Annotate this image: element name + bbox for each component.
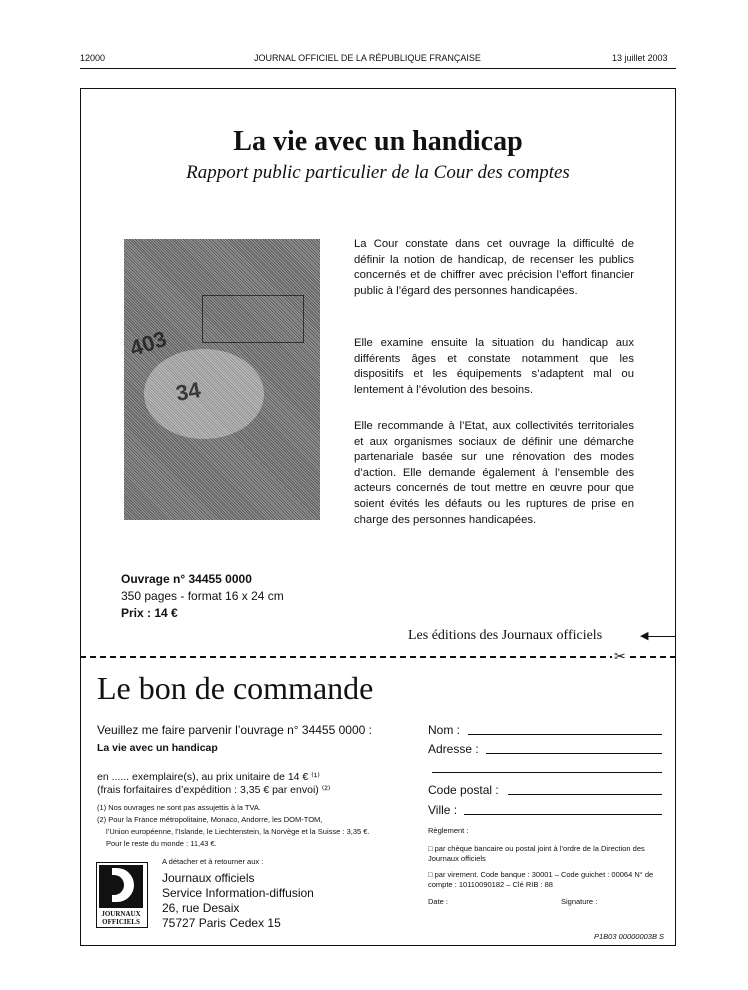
checkbox-icon[interactable]: □ <box>428 844 433 853</box>
publisher-name: Les éditions des Journaux officiels <box>408 628 603 643</box>
description-paragraph: La Cour constate dans cet ouvrage la difficulté de définir la notion de handicap, de recenser les publics concernés et de chiffrer avec précision l’effort financier public à l’égard des personnes handicapées. <box>354 238 634 297</box>
cover-box <box>202 295 304 343</box>
issue-date: 13 juillet 2003 <box>612 53 668 63</box>
address-field[interactable] <box>486 753 662 754</box>
order-book-title: La vie avec un handicap <box>97 742 218 754</box>
address-line: 75727 Paris Cedex 15 <box>162 916 281 930</box>
address-line: 26, rue Desaix <box>162 901 240 915</box>
footnote: Pour le reste du monde : 11,43 €. <box>106 839 217 848</box>
city-field[interactable] <box>464 814 662 815</box>
name-label: Nom : <box>428 723 461 737</box>
book-subtitle: Rapport public particulier de la Cour des comptes <box>186 162 570 183</box>
payment-transfer-label: par virement. Code banque : 30001 – Code guichet : 00064 N° de compte : 10110090182 – Clé RIB : 88 <box>428 870 654 889</box>
footnote: (2) Pour la France métropolitaine, Monaco, Andorre, les DOM-TOM, <box>97 815 323 824</box>
description-paragraph: Elle recommande à l’Etat, aux collectivités territoriales et aux organismes sociaux de définir une démarche partenariale basée sur une rénovation des modes d’action. Elle demande également à l’ensemble des acteurs concernés de tout mettre en œuvre pour que soient évités les défauts ou les ruptures de prise en charge des personnes handicapées. <box>354 420 634 526</box>
address-field-line-2[interactable] <box>432 772 662 773</box>
address-line: Journaux officiels <box>162 871 255 885</box>
book-cover-image <box>124 239 320 520</box>
product-reference: Ouvrage n° 34455 0000 <box>121 572 252 586</box>
postal-code-field[interactable] <box>508 794 662 795</box>
arrow-left-icon: ◀ <box>640 630 649 642</box>
shipping-line: (frais forfaitaires d’expédition : 3,35 € par envoi) ⁽²⁾ <box>97 784 331 796</box>
address-line: Service Information-diffusion <box>162 886 314 900</box>
return-label: A détacher et à retourner aux : <box>162 857 264 866</box>
journaux-officiels-logo <box>96 862 148 928</box>
order-request: Veuillez me faire parvenir l’ouvrage n° 34455 0000 : <box>97 723 372 737</box>
header-rule <box>80 68 676 69</box>
city-label: Ville : <box>428 803 458 817</box>
product-format: 350 pages - format 16 x 24 cm <box>121 589 284 603</box>
description-paragraph: Elle examine ensuite la situation du handicap aux différents âges et constate notamment que les dispositifs et les équipements s’adaptent mal ou lentement à l’évolution des besoins. <box>354 337 634 396</box>
payment-transfer-option[interactable] <box>428 870 656 890</box>
quantity-line: en ...... exemplaire(s), au prix unitaire de 14 € ⁽¹⁾ <box>97 771 320 783</box>
logo-text-line: JOURNAUX <box>101 910 141 918</box>
payment-check-option[interactable] <box>428 844 656 864</box>
order-form-heading: Le bon de commande <box>97 670 374 706</box>
checkbox-icon[interactable]: □ <box>428 870 433 879</box>
cover-scribble: 403 <box>126 325 170 362</box>
name-field[interactable] <box>468 734 662 735</box>
page-number: 12000 <box>80 53 106 63</box>
address-label: Adresse : <box>428 742 479 756</box>
postal-code-label: Code postal : <box>428 783 499 797</box>
logo-text-line: OFFICIELS <box>102 918 140 926</box>
cover-scribble: 34 <box>173 377 203 406</box>
date-label: Date : <box>428 897 449 906</box>
scissors-icon: ✂ <box>614 648 626 664</box>
product-price: Prix : 14 € <box>121 606 178 620</box>
book-title: La vie avec un handicap <box>233 126 523 157</box>
payment-label: Règlement : <box>428 826 469 835</box>
journal-title: JOURNAL OFFICIEL DE LA RÉPUBLIQUE FRANÇAISE <box>254 53 481 63</box>
cut-line <box>80 656 676 658</box>
form-code: P1B03 00000003B S <box>594 932 665 941</box>
footnote: (1) Nos ouvrages ne sont pas assujettis à la TVA. <box>97 803 261 812</box>
payment-check-label: par chèque bancaire ou postal joint à l’ordre de la Direction des Journaux officiels <box>428 844 645 863</box>
cover-highlight <box>144 349 264 439</box>
footnote: l’Union européenne, l’Islande, le Liechtenstein, la Norvège et la Suisse : 3,35 €. <box>106 827 370 836</box>
signature-label: Signature : <box>561 897 598 906</box>
